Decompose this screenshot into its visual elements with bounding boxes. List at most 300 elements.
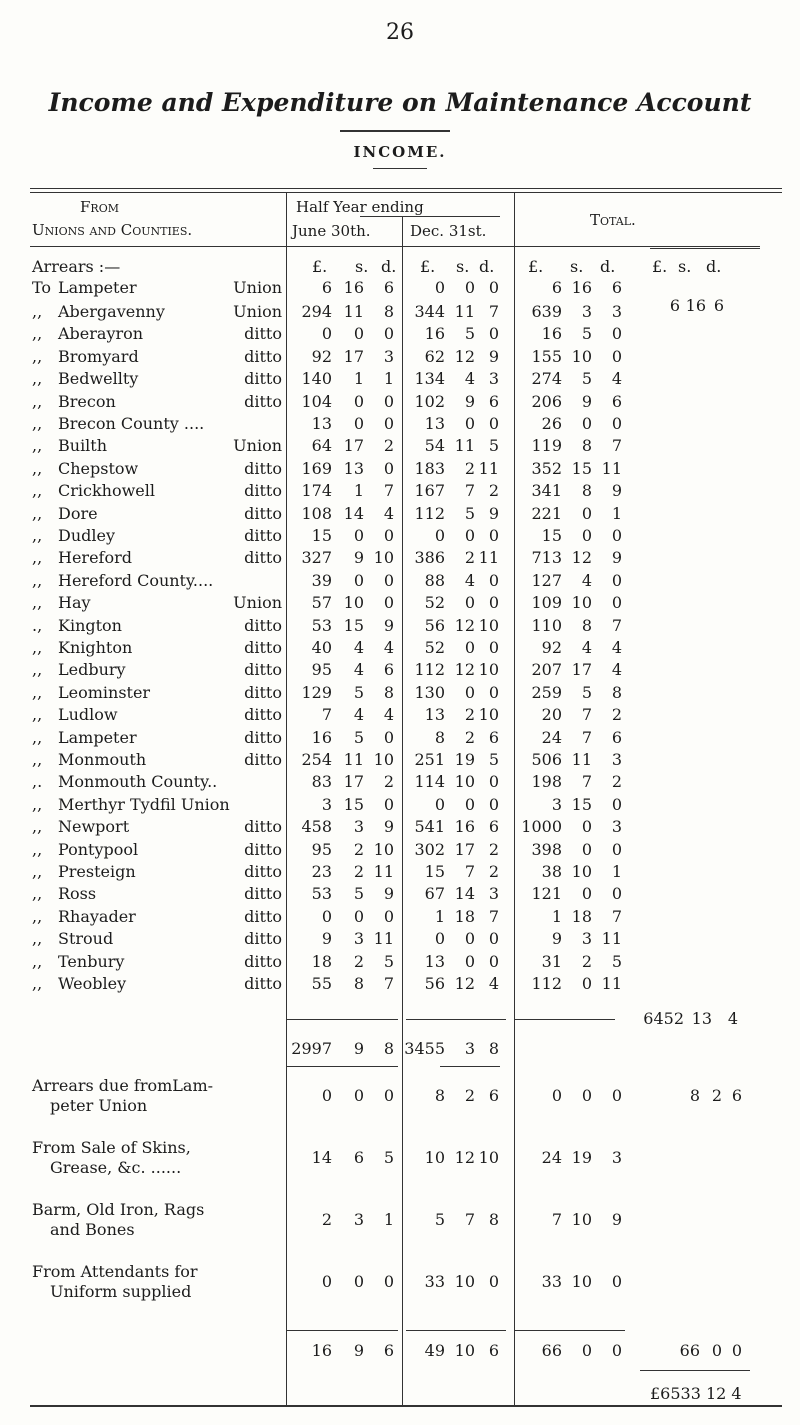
money-pounds: 33 [541, 1272, 562, 1291]
money-pounds: 506 [531, 750, 562, 769]
union-kind: Union [233, 436, 282, 456]
money-pounds: 274 [531, 369, 562, 389]
subtotal-rule [286, 1019, 398, 1020]
money-pounds: 0 [321, 1086, 332, 1105]
table-row [0, 793, 800, 816]
money-shillings: 2 [353, 862, 364, 881]
money-pounds: 92 [541, 638, 562, 657]
header-unions-counties: Unions and Counties. [32, 221, 193, 239]
money-pounds: 140 [301, 369, 332, 389]
money-pence: 0 [488, 278, 499, 297]
money-shillings: 19 [571, 1148, 592, 1167]
money-pounds: 24 [541, 1148, 562, 1167]
union-kind: ditto [244, 727, 282, 747]
money-pence: 0 [488, 682, 499, 702]
union-name: Dudley [58, 526, 115, 545]
money-pence: 2 [611, 705, 622, 725]
union-name: Hay [58, 593, 91, 613]
table-row [0, 569, 800, 592]
money-shillings: 4 [353, 660, 364, 680]
table-row [0, 546, 800, 569]
union-name: Newport [58, 817, 130, 837]
money-pence: 11 [601, 458, 622, 478]
money-pence: 0 [611, 1272, 622, 1291]
money-pounds: 108 [301, 503, 332, 523]
money-pounds: 713 [531, 548, 562, 568]
table-row [0, 882, 800, 905]
money-shillings: 14 [343, 503, 364, 523]
money-pence: 3 [488, 369, 499, 389]
row-prefix: ,, [32, 817, 43, 837]
union-name: Bedwellty [58, 369, 139, 389]
money-shillings: 15 [571, 794, 592, 814]
row-prefix: ,, [32, 839, 43, 859]
money-pounds: 1 [434, 906, 445, 926]
money-pence: 10 [373, 548, 394, 568]
money-pence: 8 [488, 1039, 499, 1058]
grand-total: £6533 12 4 [650, 1384, 742, 1403]
header-june: June 30th. [292, 222, 371, 240]
money-pounds: 198 [531, 772, 562, 792]
money-shillings: 0 [581, 839, 592, 859]
money-pence: 6 [731, 1086, 742, 1105]
money-shillings: 11 [343, 302, 364, 321]
money-pence: 0 [488, 1272, 499, 1291]
money-shillings: 0 [464, 794, 475, 814]
money-pence: 4 [611, 369, 622, 389]
row-prefix: ,, [32, 862, 43, 881]
money-pence: 1 [383, 369, 394, 389]
table-row [0, 748, 800, 771]
money-pence: 6 [488, 817, 499, 837]
union-name: Kington [58, 615, 122, 635]
money-pence: 0 [383, 1086, 394, 1105]
row-prefix: ,, [32, 458, 43, 478]
union-kind: ditto [244, 660, 282, 680]
money-shillings: 0 [581, 526, 592, 545]
money-pounds: 13 [424, 951, 445, 971]
row-prefix: ,, [32, 638, 43, 657]
money-pounds: 16 [311, 727, 332, 747]
money-shillings: 11 [343, 750, 364, 769]
money-shillings: 0 [353, 570, 364, 590]
row-prefix: ,, [32, 794, 43, 814]
money-shillings: 17 [571, 660, 592, 680]
income-label-line1: Barm, Old Iron, Rags [32, 1200, 205, 1219]
money-pence: 6 [611, 727, 622, 747]
money-shillings: 7 [581, 727, 592, 747]
table-row [0, 770, 800, 793]
union-kind: Union [233, 593, 282, 613]
row-prefix: ,, [32, 906, 43, 926]
money-pounds: 386 [414, 548, 445, 568]
pounds-label: £. [312, 257, 328, 276]
union-name: Presteign [58, 862, 136, 881]
money-pounds: 38 [541, 862, 562, 881]
money-pence: 2 [383, 436, 394, 456]
union-kind: ditto [244, 638, 282, 657]
money-pounds: 13 [424, 414, 445, 433]
union-name: Merthyr Tydfil Union [58, 794, 230, 814]
money-pounds: 66 [541, 1341, 562, 1360]
income-label-line2: peter Union [50, 1096, 148, 1115]
money-shillings: 3 [581, 302, 592, 321]
table-row [0, 479, 800, 502]
money-shillings: 0 [464, 526, 475, 545]
money-shillings: 7 [464, 1210, 475, 1229]
money-pounds: 398 [531, 839, 562, 859]
money-pence: 5 [488, 750, 499, 769]
money-pounds: 15 [424, 862, 445, 881]
other-income-row [0, 1075, 800, 1135]
money-shillings: 0 [353, 1086, 364, 1105]
money-shillings: 0 [464, 414, 475, 433]
money-shillings: 7 [581, 772, 592, 792]
money-pence: 0 [383, 906, 394, 926]
money-shillings: 5 [353, 727, 364, 747]
money-pence: 6 [488, 727, 499, 747]
union-name: Leominster [58, 682, 151, 702]
money-pounds: 54 [424, 436, 445, 456]
money-pounds: 0 [321, 1272, 332, 1291]
subtotal-rule [515, 1019, 615, 1020]
money-shillings: 6 [353, 1148, 364, 1167]
money-shillings: 15 [343, 615, 364, 635]
money-shillings: 16 [454, 817, 475, 837]
union-kind: ditto [244, 974, 282, 993]
money-shillings: 2 [711, 1086, 722, 1105]
money-pence: 0 [488, 324, 499, 344]
row-prefix: ,. [32, 772, 43, 792]
money-pounds: 327 [301, 548, 332, 568]
money-pounds: 56 [424, 974, 445, 993]
money-pence: 6 [488, 391, 499, 411]
table-top-rule-2 [30, 192, 782, 193]
money-shillings: 2 [353, 839, 364, 859]
money-pence: 0 [383, 794, 394, 814]
money-pence: 0 [611, 1086, 622, 1105]
table-row [0, 726, 800, 749]
row-prefix: ,, [32, 593, 43, 613]
money-shillings: 0 [711, 1341, 722, 1360]
money-pence: 8 [488, 1210, 499, 1229]
pence-label: d. [479, 257, 495, 276]
money-pounds: 16 [424, 324, 445, 344]
money-pence: 0 [611, 526, 622, 545]
money-shillings: 10 [343, 593, 364, 613]
union-name: Abergavenny [58, 302, 165, 321]
union-name: Pontypool [58, 839, 139, 859]
money-pence: 4 [383, 705, 394, 725]
money-pounds: 155 [531, 346, 562, 366]
union-name: Rhayader [58, 906, 136, 926]
union-name: Ross [58, 884, 97, 904]
money-shillings: 10 [454, 772, 475, 792]
money-pence: 8 [383, 1039, 394, 1058]
money-pence: 10 [373, 839, 394, 859]
union-kind: ditto [244, 481, 282, 501]
header-rule [650, 248, 760, 249]
row-prefix: ,, [32, 302, 43, 321]
money-shillings: 13 [691, 1009, 712, 1028]
money-pounds: 8 [689, 1086, 700, 1105]
row-prefix: ,, [32, 346, 43, 366]
money-pounds: 129 [301, 682, 332, 702]
money-pence: 3 [611, 302, 622, 321]
row-prefix: ,, [32, 727, 43, 747]
money-pounds: 127 [531, 570, 562, 590]
money-shillings: 8 [581, 481, 592, 501]
table-row [0, 950, 800, 973]
money-pounds: 2997 [291, 1039, 332, 1058]
money-pence: 5 [488, 436, 499, 456]
money-shillings: 5 [464, 324, 475, 344]
money-shillings: 7 [464, 862, 475, 881]
money-pence: 10 [478, 705, 499, 725]
money-pence: 0 [383, 1272, 394, 1291]
table-row [0, 927, 800, 950]
money-shillings: 18 [454, 906, 475, 926]
table-row [0, 367, 800, 390]
money-shillings: 12 [454, 974, 475, 993]
money-pounds: 254 [301, 750, 332, 769]
union-kind: Union [233, 302, 282, 321]
money-pence: 8 [383, 682, 394, 702]
money-pounds: 341 [531, 481, 562, 501]
money-pounds: 16 [311, 1341, 332, 1360]
union-name: Chepstow [58, 458, 139, 478]
money-pounds: 1000 [521, 817, 562, 837]
money-pounds: 8 [434, 727, 445, 747]
money-shillings: 8 [581, 436, 592, 456]
money-pence: 6 [611, 391, 622, 411]
row-prefix: ,, [32, 974, 43, 993]
money-pence: 0 [611, 593, 622, 613]
table-row [0, 972, 800, 995]
union-kind: ditto [244, 458, 282, 478]
income-label-line1: Arrears due fromLam- [32, 1076, 214, 1095]
money-shillings: 2 [464, 458, 475, 478]
money-shillings: 0 [353, 414, 364, 433]
money-pence: 0 [611, 1341, 622, 1360]
table-row [0, 345, 800, 368]
union-name: Brecon [58, 391, 116, 411]
union-name: Stroud [58, 929, 114, 949]
table-row [0, 276, 800, 299]
money-pounds: 6 [551, 278, 562, 297]
money-shillings: 11 [454, 302, 475, 321]
row-prefix: ,, [32, 503, 43, 523]
half-year-rule [360, 216, 500, 217]
money-shillings: 15 [343, 794, 364, 814]
money-pence: 10 [478, 615, 499, 635]
pence-label: d. [381, 257, 397, 276]
money-pounds: 31 [541, 951, 562, 971]
money-pounds: 174 [301, 481, 332, 501]
money-pence: 9 [611, 548, 622, 568]
table-row [0, 905, 800, 928]
money-pounds: 55 [311, 974, 332, 993]
money-pence: 1 [611, 862, 622, 881]
money-shillings: 0 [581, 974, 592, 993]
money-pence: 4 [727, 1009, 738, 1028]
money-pounds: 13 [424, 705, 445, 725]
money-pounds: 206 [531, 391, 562, 411]
money-shillings: 18 [571, 906, 592, 926]
money-pence: 0 [488, 951, 499, 971]
union-kind: ditto [244, 906, 282, 926]
money-pence: 0 [611, 839, 622, 859]
money-pounds: 6 [669, 296, 680, 315]
header-dec: Dec. 31st. [410, 222, 487, 240]
money-pounds: 121 [531, 884, 562, 904]
money-shillings: 10 [454, 1341, 475, 1360]
money-pounds: 6 [321, 278, 332, 297]
money-pence: 7 [383, 481, 394, 501]
money-shillings: 1 [353, 369, 364, 389]
money-pounds: 0 [321, 324, 332, 344]
money-shillings: 16 [343, 278, 364, 297]
union-name: Bromyard [58, 346, 139, 366]
pounds-label: £. [652, 257, 668, 276]
money-pounds: 16 [541, 324, 562, 344]
money-shillings: 5 [581, 369, 592, 389]
money-pounds: 207 [531, 660, 562, 680]
money-pence: 0 [383, 391, 394, 411]
row-prefix: ., [32, 615, 43, 635]
money-pence: 2 [488, 839, 499, 859]
union-name: Lampeter [58, 278, 137, 297]
header-half-year: Half Year ending [296, 198, 424, 216]
money-pounds: 88 [424, 570, 445, 590]
section-rule [373, 168, 427, 169]
money-pounds: 3 [551, 794, 562, 814]
section-rule [440, 1066, 500, 1067]
money-shillings: 19 [454, 750, 475, 769]
money-pounds: 294 [301, 302, 332, 321]
row-prefix: ,, [32, 481, 43, 501]
money-pence: 3 [488, 884, 499, 904]
union-kind: Union [233, 278, 282, 297]
money-pence: 6 [713, 296, 724, 315]
arrears-label: Arrears :— [32, 257, 121, 276]
money-pounds: 18 [311, 951, 332, 971]
union-kind: ditto [244, 884, 282, 904]
money-pence: 0 [611, 570, 622, 590]
money-pounds: 104 [301, 391, 332, 411]
money-shillings: 10 [571, 593, 592, 613]
money-pounds: 302 [414, 839, 445, 859]
money-shillings: 0 [581, 817, 592, 837]
page-title: Income and Expenditure on Maintenance Account [48, 88, 752, 117]
money-shillings: 4 [464, 369, 475, 389]
money-shillings: 0 [581, 503, 592, 523]
row-prefix: ,, [32, 324, 43, 344]
pence-label: d. [600, 257, 616, 276]
money-pounds: 8 [434, 1086, 445, 1105]
money-pence: 5 [611, 951, 622, 971]
money-pounds: 10 [424, 1148, 445, 1167]
money-pence: 6 [383, 660, 394, 680]
union-kind: ditto [244, 951, 282, 971]
money-pounds: 64 [311, 436, 332, 456]
money-shillings: 4 [581, 570, 592, 590]
money-shillings: 0 [353, 906, 364, 926]
money-pounds: 119 [531, 436, 562, 456]
money-pounds: 541 [414, 817, 445, 837]
money-shillings: 3 [353, 1210, 364, 1229]
money-pence: 0 [383, 526, 394, 545]
other-subtotal-rule [286, 1330, 398, 1331]
union-name: Aberayron [58, 324, 144, 344]
money-pence: 3 [611, 750, 622, 769]
money-shillings: 7 [581, 705, 592, 725]
money-shillings: 8 [353, 974, 364, 993]
table-row [0, 502, 800, 525]
income-label-line1: From Attendants for [32, 1262, 198, 1281]
money-pence: 0 [488, 414, 499, 433]
money-shillings: 4 [353, 705, 364, 725]
money-shillings: 0 [353, 324, 364, 344]
table-row [0, 412, 800, 435]
money-shillings: 0 [464, 278, 475, 297]
money-pounds: 95 [311, 839, 332, 859]
money-shillings: 3 [353, 817, 364, 837]
money-shillings: 11 [454, 436, 475, 456]
union-name: Brecon County .... [58, 414, 205, 433]
table-row [0, 815, 800, 838]
money-shillings: 9 [353, 548, 364, 568]
money-pence: 11 [373, 862, 394, 881]
table-row [0, 524, 800, 547]
money-shillings: 12 [454, 1148, 475, 1167]
money-shillings: 12 [454, 660, 475, 680]
money-pence: 0 [611, 884, 622, 904]
money-shillings: 9 [464, 391, 475, 411]
money-pounds: 14 [311, 1148, 332, 1167]
money-shillings: 2 [464, 727, 475, 747]
row-prefix: ,, [32, 951, 43, 971]
union-name: Weobley [58, 974, 127, 993]
money-pence: 7 [611, 436, 622, 456]
money-pence: 0 [488, 593, 499, 613]
money-shillings: 0 [353, 1272, 364, 1291]
money-pounds: 66 [679, 1341, 700, 1360]
row-prefix: ,, [32, 436, 43, 456]
union-name: Knighton [58, 638, 133, 657]
table-row [0, 390, 800, 413]
money-pence: 7 [488, 906, 499, 926]
union-kind: ditto [244, 526, 282, 545]
money-pounds: 112 [414, 503, 445, 523]
table-row [0, 838, 800, 861]
money-shillings: 0 [464, 682, 475, 702]
money-pence: 0 [731, 1341, 742, 1360]
union-kind: ditto [244, 705, 282, 725]
money-pence: 11 [373, 929, 394, 949]
money-shillings: 0 [353, 391, 364, 411]
money-pounds: 49 [424, 1341, 445, 1360]
money-pence: 9 [383, 817, 394, 837]
money-pence: 2 [488, 481, 499, 501]
other-income-row [0, 1199, 800, 1259]
money-shillings: 0 [581, 414, 592, 433]
money-pence: 9 [488, 346, 499, 366]
money-shillings: 2 [353, 951, 364, 971]
union-kind: ditto [244, 839, 282, 859]
row-prefix: ,, [32, 660, 43, 680]
money-pence: 6 [383, 1341, 394, 1360]
